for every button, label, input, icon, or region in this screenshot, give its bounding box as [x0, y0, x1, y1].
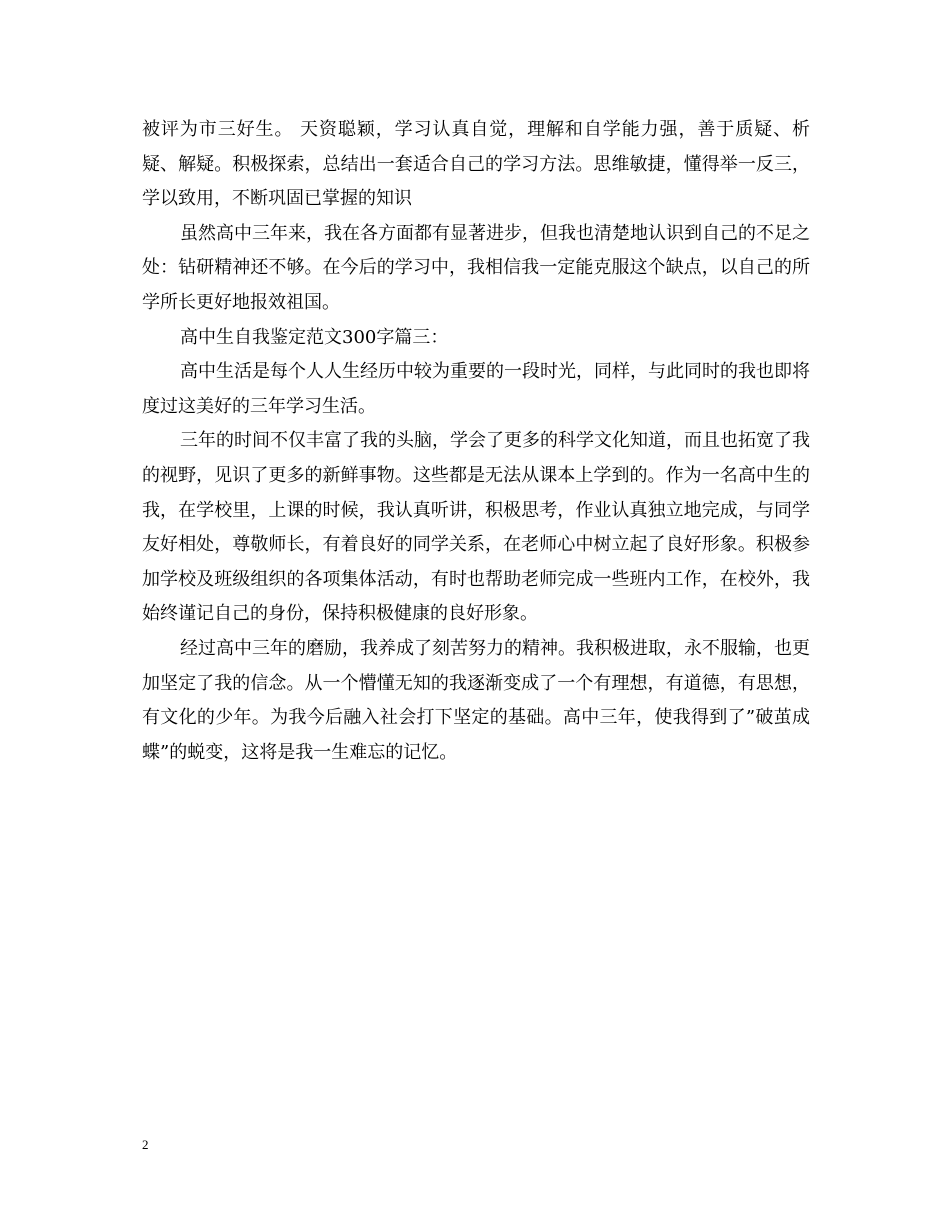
- body-text: [142, 113, 810, 770]
- paragraph-3: 高中生活是每个人人生经历中较为重要的一段时光，同样，与此同时的我也即将度过这美好的三年学习生活。: [142, 361, 810, 417]
- paragraph-5: 经过高中三年的磨励，我养成了刻苦努力的精神。我积极进取，永不服输，也更加坚定了我的信念。从一个懵懂无知的我逐渐变成了一个有理想，有道德，有思想，有文化的少年。为我今后融入社会打下坚定的基础。高中三年，使我得到了”破茧成蝶”的蜕变，这将是我一生难忘的记忆。: [142, 637, 810, 763]
- paragraph-2: 虽然高中三年来，我在各方面都有显著进步，但我也清楚地认识到自己的不足之处：钻研精神还不够。在今后的学习中，我相信我一定能克服这个缺点，以自己的所学所长更好地报效祖国。: [142, 222, 810, 313]
- page-number: 2: [142, 1137, 149, 1152]
- paragraph-1: 被评为市三好生。 天资聪颖，学习认真自觉，理解和自学能力强，善于质疑、析疑、解疑。积极探索，总结出一套适合自己的学习方法。思维敏捷，懂得举一反三，学以致用，不断巩固已掌握的知识: [142, 119, 810, 210]
- paragraph-4: 三年的时间不仅丰富了我的头脑，学会了更多的科学文化知道，而且也拓宽了我的视野，见识了更多的新鲜事物。这些都是无法从课本上学到的。作为一名高中生的我，在学校里，上课的时候，我认真听讲，积极思考，作业认真独立地完成，与同学友好相处，尊敬师长，有着良好的同学关系，在老师心中树立起了良好形象。积极参加学校及班级组织的各项集体活动，有时也帮助老师完成一些班内工作，在校外，我始终谨记自己的身份，保持积极健康的良好形象。: [142, 430, 810, 625]
- section-heading: 高中生自我鉴定范文300字篇三：: [180, 326, 449, 348]
